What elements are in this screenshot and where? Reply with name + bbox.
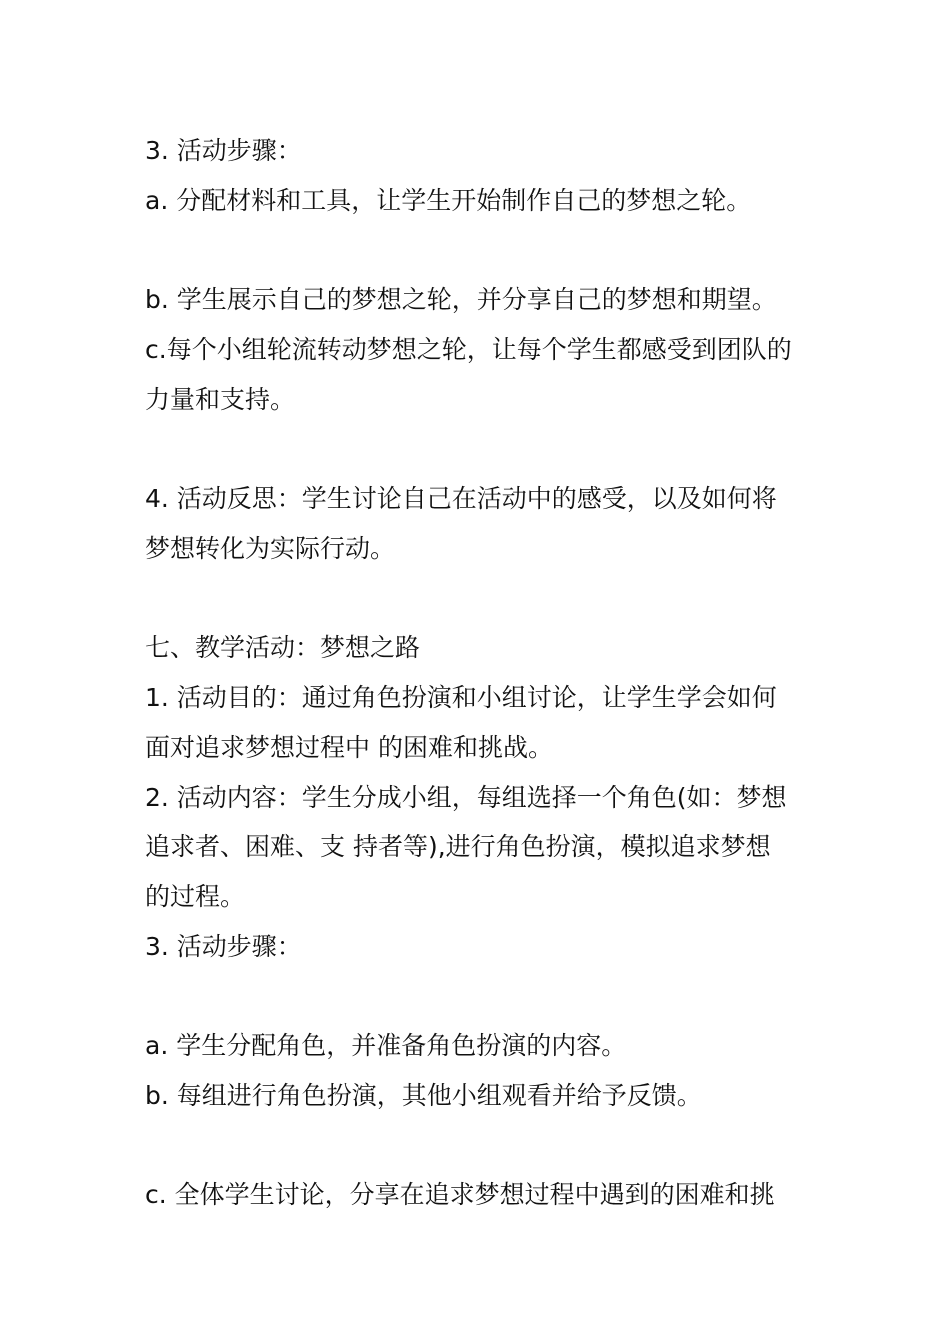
text-line: c.每个小组轮流转动梦想之轮，让每个学生都感受到团队的 bbox=[145, 335, 792, 364]
section-heading: 七、教学活动：梦想之路 bbox=[145, 633, 421, 662]
text-line: 4. 活动反思：学生讨论自己在活动中的感受，以及如何将 bbox=[145, 484, 777, 513]
text-line: 1. 活动目的：通过角色扮演和小组讨论，让学生学会如何 bbox=[145, 683, 777, 712]
text-line: c. 全体学生讨论，分享在追求梦想过程中遇到的困难和挑 bbox=[145, 1180, 775, 1209]
text-line: b. 每组进行角色扮演，其他小组观看并给予反馈。 bbox=[145, 1081, 702, 1110]
text-line: 的过程。 bbox=[145, 882, 246, 911]
text-line: 力量和支持。 bbox=[145, 385, 296, 414]
text-line: 追求者、困难、支 持者等),进行角色扮演，模拟追求梦想 bbox=[145, 832, 771, 861]
text-line: 3. 活动步骤： bbox=[145, 932, 302, 961]
text-line: 面对追求梦想过程中 的困难和挑战。 bbox=[145, 733, 553, 762]
text-line: 2. 活动内容：学生分成小组，每组选择一个角色(如：梦想 bbox=[145, 783, 787, 812]
text-line: a. 学生分配角色，并准备角色扮演的内容。 bbox=[145, 1031, 627, 1060]
text-line: 梦想转化为实际行动。 bbox=[145, 534, 396, 563]
text-line: 3. 活动步骤： bbox=[145, 136, 302, 165]
text-line: b. 学生展示自己的梦想之轮，并分享自己的梦想和期望。 bbox=[145, 285, 777, 314]
text-line: a. 分配材料和工具，让学生开始制作自己的梦想之轮。 bbox=[145, 186, 752, 215]
